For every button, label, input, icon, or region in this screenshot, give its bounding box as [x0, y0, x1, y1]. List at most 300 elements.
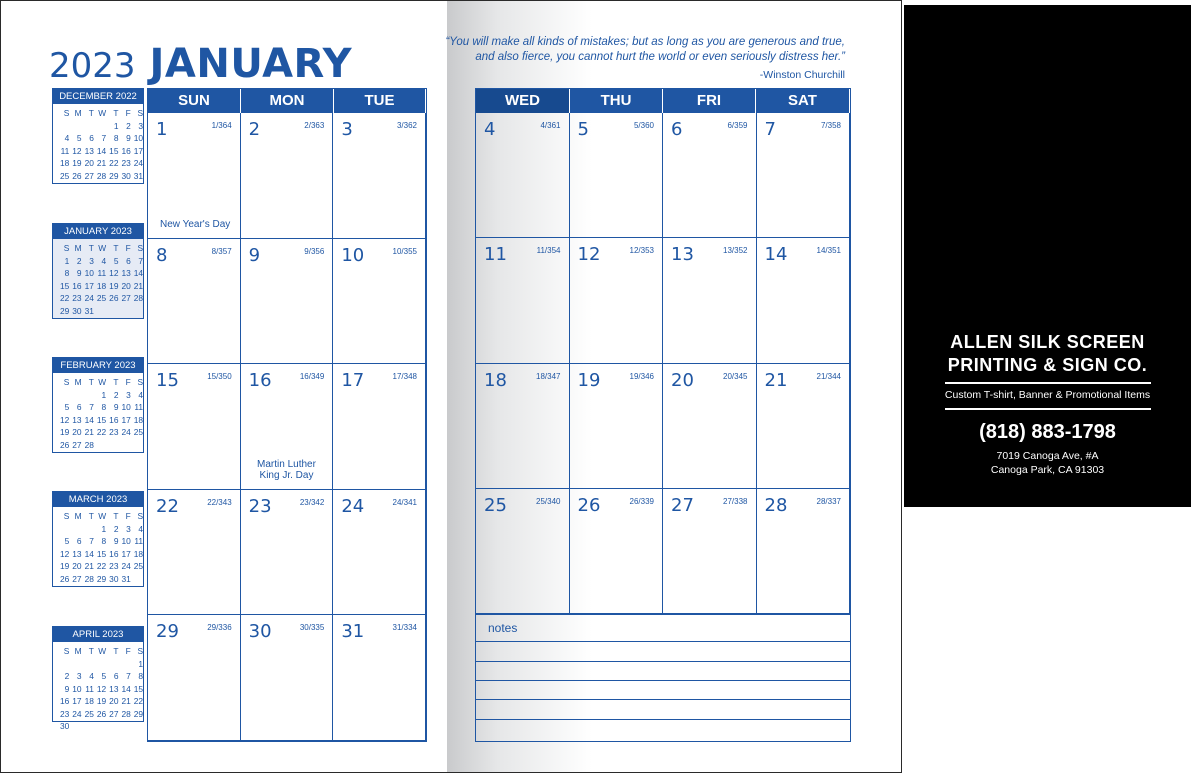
mini-day: 12: [96, 683, 107, 694]
mini-day: 28: [133, 293, 144, 303]
month-label: JANUARY: [149, 41, 353, 87]
day-cell[interactable]: [241, 364, 334, 490]
mini-day: 24: [72, 708, 82, 719]
mini-day: [57, 120, 69, 133]
mini-day: 16: [121, 145, 131, 156]
mini-weekday-label: M: [74, 243, 82, 253]
day-cell[interactable]: [241, 239, 334, 365]
mini-day: 7: [138, 255, 144, 266]
weekday-header-left: [148, 89, 426, 113]
mini-day: 15: [109, 145, 119, 156]
mini-day: 3: [126, 389, 131, 400]
day-number: 14: [764, 244, 788, 266]
mini-day: 14: [84, 548, 94, 559]
day-number: 12: [577, 244, 601, 266]
day-cell[interactable]: [241, 490, 334, 616]
mini-day: 11: [60, 145, 70, 156]
mini-day: [94, 120, 106, 133]
day-cell[interactable]: [333, 490, 426, 616]
day-cell[interactable]: [570, 364, 664, 489]
day-cell[interactable]: [757, 364, 851, 489]
day-of-year: 27/338: [723, 496, 748, 506]
mini-weekday-label: F: [125, 108, 131, 118]
mini-day: 13: [72, 548, 82, 559]
mini-day: 29: [96, 573, 107, 584]
mini-weekday-label: S: [137, 108, 144, 118]
mini-day: [82, 658, 94, 671]
mini-day: 21: [84, 427, 94, 437]
mini-day: 15: [96, 548, 107, 559]
day-of-year: 15/350: [207, 372, 232, 382]
mini-day: 23: [121, 158, 131, 168]
mini-weekday-label: W: [98, 108, 107, 118]
day-number: 16: [248, 370, 272, 392]
mini-day: 3: [76, 671, 82, 681]
mini-day: 5: [101, 671, 107, 681]
weekday-header-thu: THU: [570, 89, 663, 113]
mini-day: 23: [72, 293, 82, 303]
divider: [945, 408, 1151, 410]
mini-day: 30: [121, 170, 131, 181]
day-cell[interactable]: [570, 113, 664, 238]
mini-day: 18: [84, 696, 94, 706]
day-cell[interactable]: [333, 615, 426, 741]
mini-day: 7: [89, 536, 94, 546]
mini-day: 10: [121, 536, 131, 546]
day-of-year: 12/353: [629, 246, 654, 256]
mini-day: 18: [133, 548, 144, 559]
day-of-year: 20/345: [723, 371, 748, 381]
mini-day: 3: [138, 120, 144, 131]
mini-calendar-title: MARCH 2023: [53, 492, 143, 507]
mini-weekday-label: M: [74, 511, 82, 521]
day-number: 29: [156, 621, 179, 643]
day-number: 23: [248, 495, 272, 517]
mini-day: 27: [121, 293, 131, 303]
mini-weekday-label: T: [113, 646, 119, 656]
day-number: 7: [764, 119, 776, 140]
mini-day: 31: [84, 305, 94, 316]
mini-day: 26: [72, 170, 82, 181]
mini-calendar-title: FEBRUARY 2023: [53, 358, 143, 373]
mini-weekday-label: F: [125, 511, 131, 521]
mini-weekday-label: S: [137, 243, 144, 253]
day-cell[interactable]: [148, 490, 241, 616]
mini-day: 19: [59, 427, 70, 437]
mini-day: 4: [64, 133, 70, 143]
mini-day: 25: [84, 708, 94, 719]
company-tagline: Custom T-shirt, Banner & Promotional Items: [944, 389, 1151, 401]
mini-day: 21: [96, 158, 107, 168]
mini-day: 3: [89, 255, 94, 266]
day-number: 31: [341, 621, 365, 643]
mini-day: 23: [109, 427, 119, 437]
day-of-year: 2/363: [304, 121, 325, 130]
day-number: 11: [484, 244, 507, 266]
day-cell[interactable]: [476, 113, 570, 238]
mini-day: 14: [96, 145, 107, 156]
mini-day: 28: [96, 170, 107, 181]
day-number: 17: [341, 370, 365, 392]
mini-day: 26: [59, 439, 70, 450]
notes-label: notes: [488, 621, 518, 635]
mini-day: 8: [138, 671, 144, 681]
mini-day: 28: [84, 439, 94, 450]
mini-day: 19: [109, 280, 119, 291]
day-of-year: 17/348: [392, 372, 417, 382]
day-cell[interactable]: [148, 113, 241, 239]
day-number: 5: [577, 119, 589, 140]
mini-day: 1: [138, 658, 144, 669]
mini-day: 1: [101, 523, 107, 534]
mini-day: 16: [72, 280, 82, 291]
day-cell[interactable]: [476, 489, 570, 614]
mini-day: [69, 120, 81, 133]
note-line: [476, 699, 850, 700]
mini-day: 9: [126, 133, 131, 143]
mini-day: [57, 658, 69, 671]
mini-weekday-label: T: [88, 646, 94, 656]
mini-calendar: [52, 357, 144, 453]
mini-day: 5: [64, 536, 70, 546]
mini-day: 20: [72, 427, 82, 437]
mini-day: 9: [113, 402, 119, 412]
mini-calendar: [52, 223, 144, 319]
day-of-year: 4/361: [540, 121, 561, 130]
mini-day: 1: [101, 389, 107, 400]
mini-day: 24: [121, 561, 131, 571]
calendar-grid-left: [147, 88, 427, 742]
quote-line-1: “You will make all kinds of mistakes; but as long as you are generous and true,: [445, 36, 845, 48]
day-of-year: 8/357: [211, 246, 232, 256]
mini-day: 25: [133, 427, 144, 437]
day-of-year: 31/334: [392, 623, 417, 633]
mini-day: [69, 658, 81, 671]
day-cell[interactable]: [757, 113, 851, 238]
day-of-year: 5/360: [633, 121, 654, 130]
quote-author: -Winston Churchill: [759, 69, 845, 81]
day-cell[interactable]: [663, 364, 757, 489]
day-cell[interactable]: [241, 615, 334, 741]
mini-weekday-label: S: [63, 243, 70, 253]
mini-weekday-label: W: [98, 646, 107, 656]
day-number: 24: [341, 495, 365, 517]
mini-day: 5: [64, 402, 70, 412]
day-number: 3: [341, 119, 353, 140]
mini-day: 20: [121, 280, 131, 291]
mini-day: 29: [109, 170, 119, 181]
day-of-year: 25/340: [536, 496, 561, 506]
mini-weekday-label: S: [137, 377, 144, 387]
weekday-header-fri: FRI: [663, 89, 756, 113]
weekday-header-wed: WED: [476, 89, 570, 113]
mini-day: 22: [96, 561, 107, 571]
mini-day: 6: [113, 671, 119, 681]
mini-day: 18: [133, 414, 144, 425]
mini-day: 2: [76, 255, 82, 266]
holiday-line: New Year's Day: [160, 218, 231, 230]
day-cell[interactable]: [148, 615, 241, 741]
mini-calendar-title: APRIL 2023: [53, 627, 143, 642]
note-line: [476, 661, 850, 662]
day-of-year: 26/339: [629, 496, 654, 506]
mini-weekday-label: M: [74, 646, 82, 656]
mini-day: 19: [96, 696, 107, 706]
mini-weekday-label: T: [113, 243, 119, 253]
note-line: [476, 680, 850, 681]
company-name: [904, 331, 1191, 377]
mini-day: 31: [133, 170, 144, 181]
day-number: 22: [156, 495, 179, 517]
mini-day: 8: [101, 536, 107, 546]
mini-day: 25: [59, 170, 70, 181]
day-number: 26: [577, 494, 601, 516]
day-of-year: 3/362: [396, 121, 417, 130]
mini-weekday-label: T: [113, 511, 119, 521]
day-cell[interactable]: [148, 239, 241, 365]
day-number: 2: [248, 119, 261, 140]
mini-day: 21: [121, 696, 131, 706]
day-cell[interactable]: [241, 113, 334, 239]
quote-line-2: and also fierce, you cannot hurt the world or even seriously distress her.”: [475, 51, 845, 63]
mini-day: 26: [59, 573, 70, 584]
mini-calendar: [52, 491, 144, 587]
mini-day: 4: [138, 523, 144, 534]
mini-day: 12: [59, 548, 70, 559]
day-of-year: 13/352: [723, 246, 748, 256]
day-cells-right: [476, 113, 850, 614]
mini-day: 5: [76, 133, 82, 143]
mini-calendar-grid: [53, 373, 143, 451]
day-number: 10: [341, 244, 365, 266]
mini-day: 23: [59, 708, 70, 719]
promo-panel: [904, 5, 1191, 507]
mini-day: 17: [84, 280, 94, 291]
notes-section[interactable]: [476, 614, 850, 741]
mini-day: 16: [109, 414, 119, 425]
divider: [945, 382, 1151, 384]
mini-day: 11: [134, 402, 144, 412]
mini-day: 22: [133, 696, 144, 706]
mini-weekday-label: S: [63, 646, 70, 656]
mini-day: [82, 120, 94, 133]
mini-day: 29: [59, 305, 70, 316]
mini-day: 14: [121, 683, 131, 694]
mini-weekday-label: W: [98, 511, 107, 521]
note-line: [476, 719, 850, 720]
mini-day: [57, 523, 69, 536]
mini-day: 6: [76, 402, 82, 412]
mini-day: 6: [126, 255, 131, 266]
mini-day: 3: [126, 523, 131, 534]
day-cell[interactable]: [663, 238, 757, 363]
mini-day: 8: [64, 268, 70, 278]
mini-calendar: [52, 88, 144, 184]
mini-calendar-title: DECEMBER 2022: [53, 89, 143, 104]
mini-day: 6: [89, 133, 94, 143]
day-of-year: 28/337: [816, 496, 841, 506]
mini-day: 12: [59, 414, 70, 425]
mini-day: 22: [96, 427, 107, 437]
weekday-header-right: [476, 89, 850, 113]
mini-weekday-label: T: [113, 377, 119, 387]
mini-weekday-label: T: [88, 243, 94, 253]
day-of-year: 7/358: [820, 121, 841, 130]
calendar-grid-right: [475, 88, 851, 742]
day-number: 21: [764, 369, 788, 391]
day-cell[interactable]: [570, 489, 664, 614]
company-address-line-2: Canoga Park, CA 91303: [990, 464, 1105, 476]
mini-weekday-label: F: [125, 646, 131, 656]
day-cell[interactable]: [663, 489, 757, 614]
mini-day: 24: [84, 293, 94, 303]
quote: [445, 35, 845, 65]
mini-day: 10: [72, 683, 82, 694]
mini-day: 4: [101, 255, 107, 266]
day-cell[interactable]: [476, 238, 570, 363]
mini-weekday-label: S: [63, 377, 70, 387]
mini-day: 14: [84, 414, 94, 425]
day-cell[interactable]: [333, 239, 426, 365]
mini-day: 28: [84, 573, 94, 584]
day-cells-left: [148, 113, 426, 741]
mini-day: 24: [121, 427, 131, 437]
weekday-header-tue: TUE: [334, 89, 426, 113]
mini-day: 2: [64, 671, 70, 681]
mini-day: 8: [113, 133, 119, 143]
mini-day: 7: [126, 671, 131, 681]
mini-day: 12: [72, 145, 82, 156]
day-of-year: 19/346: [629, 371, 654, 381]
day-cell[interactable]: [476, 364, 570, 489]
day-number: 27: [671, 494, 694, 516]
mini-day: 13: [109, 683, 119, 694]
mini-day: 31: [121, 573, 131, 584]
mini-day: 1: [113, 120, 119, 131]
company-name-line-2: PRINTING & SIGN CO.: [947, 355, 1148, 375]
mini-day: 17: [72, 696, 82, 706]
day-number: 30: [248, 621, 272, 643]
day-number: 28: [764, 494, 788, 516]
mini-day: 21: [133, 280, 144, 291]
mini-day: 11: [97, 268, 107, 278]
mini-calendar-title: JANUARY 2023: [53, 224, 143, 239]
day-number: 19: [577, 369, 601, 391]
mini-day: 19: [72, 158, 82, 168]
holiday-line: Martin Luther: [257, 458, 316, 470]
day-cell[interactable]: [757, 489, 851, 614]
mini-day: [94, 658, 106, 671]
company-phone: (818) 883-1798: [979, 421, 1116, 443]
mini-day: 14: [133, 268, 144, 278]
mini-day: 2: [113, 523, 119, 534]
mini-day: 11: [134, 536, 144, 546]
mini-day: 26: [96, 708, 107, 719]
mini-day: 7: [89, 402, 94, 412]
day-cell[interactable]: [663, 113, 757, 238]
mini-day: 15: [59, 280, 70, 291]
mini-day: 4: [138, 389, 144, 400]
mini-day: 29: [133, 708, 144, 719]
mini-day: 20: [84, 158, 94, 168]
day-number: 18: [484, 369, 507, 391]
mini-weekday-label: W: [98, 377, 107, 387]
mini-day: 10: [121, 402, 131, 412]
day-cell[interactable]: [333, 364, 426, 490]
day-of-year: 30/335: [299, 623, 325, 633]
mini-day: 18: [96, 280, 107, 291]
mini-day: 23: [109, 561, 119, 571]
month-title: [49, 41, 352, 85]
mini-weekday-label: S: [137, 511, 144, 521]
mini-day: 15: [96, 414, 107, 425]
mini-day: [106, 658, 118, 671]
mini-weekday-label: T: [88, 511, 94, 521]
mini-day: 27: [84, 170, 94, 181]
mini-day: [82, 523, 94, 536]
day-cell[interactable]: [757, 238, 851, 363]
mini-day: 20: [109, 696, 119, 706]
mini-day: 30: [72, 305, 82, 316]
mini-day: 18: [59, 158, 70, 168]
mini-calendar-grid: [53, 507, 143, 585]
mini-day: 13: [121, 268, 131, 278]
mini-weekday-label: S: [137, 646, 144, 656]
mini-day: 10: [84, 268, 94, 278]
day-of-year: 24/341: [392, 497, 417, 507]
mini-calendar-grid: [53, 104, 143, 182]
mini-weekday-label: T: [88, 377, 94, 387]
mini-weekday-label: W: [98, 243, 107, 253]
mini-day: 13: [84, 145, 94, 156]
mini-weekday-label: S: [63, 511, 70, 521]
day-of-year: 14/351: [816, 246, 841, 256]
mini-day: 9: [76, 268, 82, 278]
mini-day: [118, 658, 130, 671]
mini-day: 27: [72, 439, 82, 450]
mini-day: 30: [59, 721, 70, 731]
day-cell[interactable]: [570, 238, 664, 363]
day-cell[interactable]: [148, 364, 241, 490]
mini-weekday-label: T: [88, 108, 94, 118]
holiday-label: [245, 459, 329, 481]
holiday-label: [160, 219, 236, 230]
mini-calendar-grid: [53, 642, 143, 733]
day-of-year: 22/343: [207, 497, 232, 507]
mini-day: 8: [101, 402, 107, 412]
mini-calendar: [52, 626, 144, 731]
mini-day: 2: [113, 389, 119, 400]
day-of-year: 21/344: [816, 371, 841, 381]
mini-day: 22: [109, 158, 119, 168]
weekday-header-sat: SAT: [756, 89, 850, 113]
day-of-year: 1/364: [211, 121, 232, 130]
day-number: 15: [156, 370, 179, 392]
mini-day: 2: [126, 120, 131, 131]
mini-day: [69, 389, 81, 402]
mini-day: 5: [113, 255, 119, 266]
mini-day: 30: [109, 573, 119, 584]
weekday-header-mon: MON: [241, 89, 334, 113]
mini-day: 17: [121, 548, 131, 559]
day-cell[interactable]: [333, 113, 426, 239]
day-number: 20: [671, 369, 694, 391]
mini-day: 16: [109, 548, 119, 559]
holiday-line: King Jr. Day: [259, 469, 314, 481]
day-number: 9: [248, 244, 261, 266]
day-of-year: 11/354: [536, 246, 561, 256]
mini-day: 1: [64, 255, 70, 266]
